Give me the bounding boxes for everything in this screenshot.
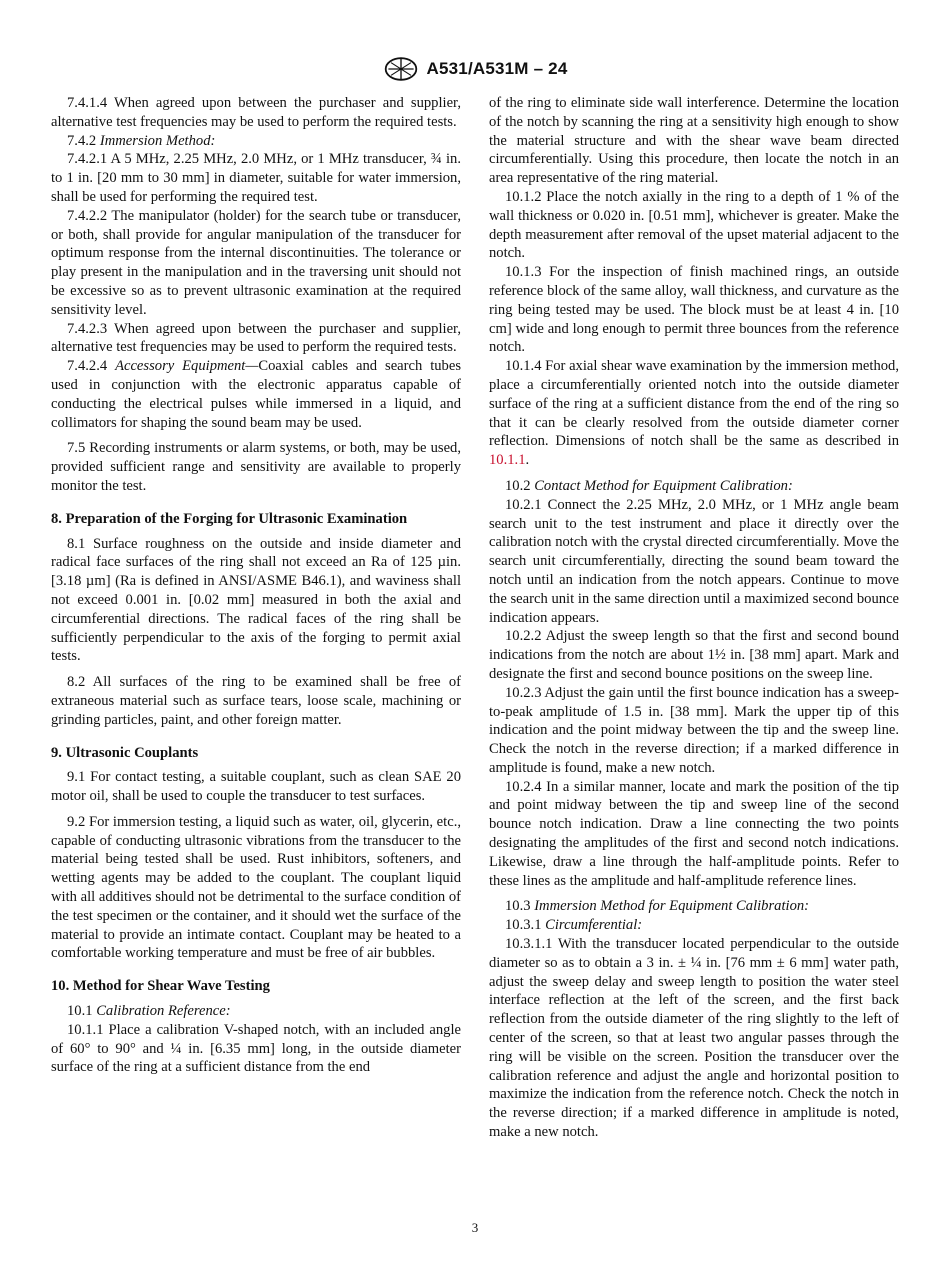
paragraph: 7.4.2.3 When agreed upon between the purchaser and supplier, alternative test frequencies may be used to perform the required tests.: [51, 320, 461, 356]
paragraph: 7.5 Recording instruments or alarm systems, or both, may be used, provided sufficient range and sensitivity are available to properly monitor the test.: [51, 440, 461, 494]
document-designation: A531/A531M – 24: [426, 59, 568, 78]
section-heading: 10. Method for Shear Wave Testing: [51, 978, 270, 995]
paragraph: 7.4.2 Immersion Method:: [67, 132, 216, 149]
paragraph: 7.4.2.2 The manipulator (holder) for the search tube or transducer, or both, shall provide for angular manipulation of the transducer for optimum response from the internal discontinuities. The tolerance or play present in the manipulation and in the traversing unit should not be excessive so as to prevent ultrasonic examination at the required sensitivity level.: [51, 207, 461, 318]
paragraph: 10.2.1 Connect the 2.25 MHz, 2.0 MHz, or 1 MHz angle beam search unit to the test instrument and place it directly over the calibration notch with the crystal directed circumferentially. Move the search unit circumferentially, directing the sound beam toward the notch until an indication from the notch appears. Continue to move the search unit in the same direction until a maximized second bounce indication appears.: [489, 496, 899, 626]
paragraph: 10.1.3 For the inspection of finish machined rings, an outside reference block of the same alloy, wall thickness, and curvature as the ring being tested may be used. The block must be at least 4 in. [10 cm] wide and long enough to permit three bounces from the reference notch.: [489, 264, 899, 356]
paragraph: 7.4.2.1 A 5 MHz, 2.25 MHz, 2.0 MHz, or 1 MHz transducer, ¾ in. to 1 in. [20 mm to 30 mm] in diameter, suitable for water immersion, shall be used for performing the required test.: [51, 151, 461, 205]
right-column: [489, 94, 899, 1142]
astm-logo-icon: [383, 56, 419, 82]
left-column: [51, 94, 461, 1077]
paragraph: 10.3 Immersion Method for Equipment Calibration:: [505, 898, 810, 915]
section-reference-link[interactable]: 10.1.1: [489, 452, 526, 469]
paragraph: 9.1 For contact testing, a suitable couplant, such as clean SAE 20 motor oil, shall be used to couple the transducer to test surfaces.: [51, 769, 461, 805]
paragraph: of the ring to eliminate side wall interference. Determine the location of the notch by scanning the ring at a sensitivity high enough to show the material structure and with the shear wave beam directed circumferentially. Using this procedure, then locate the notch in an area representative of the ring material.: [489, 95, 899, 187]
paragraph: 8.1 Surface roughness on the outside and inside diameter and radical face surfaces of the ring shall not exceed an Ra of 125 µin. [3.18 µm] (Ra is defined in ANSI/ASME B46.1), and waviness shall not exceed 0.001 in. [0.02 mm] measured in both the axial and circumferential directions. The radical faces of the ring shall be sufficiently perpendicular to the axis of the forging to permit axial tests.: [51, 535, 461, 665]
page-header: [0, 56, 950, 84]
paragraph: 10.2.3 Adjust the gain until the first bounce indication has a sweep-to-peak amplitude of 1.5 in. [38 mm]. Mark the upper tip of this indication and the point midway between the tip and the sweep line. Check the notch in the reverse direction; if a marked difference in amplitude is found, make a new notch.: [489, 684, 899, 776]
paragraph: 10.3.1.1 With the transducer located perpendicular to the outside diameter so as to obtain a 3 in. ± ¼ in. [76 mm ± 6 mm] water path, adjust the sweep delay and sweep length to position the water steel interface reflection at the left of the screen, and the first back reflection from the outside diameter of the ring slightly to the left of center of the screen, so that at least two angular passes through the ring will be visible on the screen. Position the transducer over the calibration reference and adjust the angle and horizontal position to maximize the indication from the reference notch. Check the notch in the reverse direction; if a marked difference in amplitude is noted, make a new notch.: [489, 936, 899, 1141]
paragraph: 10.1.1 Place a calibration V-shaped notch, with an included angle of 60° to 90° and ¼ in. [6.35 mm] long, in the outside diameter surface of the ring at a sufficient distance from the end: [51, 1021, 461, 1076]
paragraph: 10.1.2 Place the notch axially in the ring to a depth of 1 % of the wall thickness or 0.020 in. [0.51 mm], whichever is greater. Make the depth measurement after removal of the upset material adjacent to the notch.: [489, 188, 899, 262]
paragraph: 10.2.4 In a similar manner, locate and mark the position of the tip and point midway between the tip and sweep line of the second bounce notch indication. Draw a line connecting the two points designating the amplitudes of the first and second notch indications. Likewise, draw a line through the half-amplitude points. Refer to these lines as the amplitude and half-amplitude reference lines.: [489, 778, 899, 889]
paragraph: 10.3.1 Circumferential:: [505, 917, 643, 934]
section-heading: 8. Preparation of the Forging for Ultrasonic Examination: [51, 510, 408, 527]
paragraph: 7.4.1.4 When agreed upon between the purchaser and supplier, alternative test frequencies may be used to perform the required tests.: [51, 95, 461, 130]
paragraph: 10.2.2 Adjust the sweep length so that the first and second bound indications from the notch are about 1½ in. [38 mm] apart. Mark and designate the first and second bounce positions on the sweep line.: [489, 628, 899, 682]
paragraph: 8.2 All surfaces of the ring to be examined shall be free of extraneous material such as surface tears, loose scale, machining or grinding particles, paint, and other foreign matter.: [51, 674, 461, 728]
paragraph: 9.2 For immersion testing, a liquid such as water, oil, glycerin, etc., capable of conducting ultrasonic vibrations from the transducer to the material being tested shall be used. Rust inhibitors, softeners, and wetting agents may be added to the couplant. The couplant liquid with all additives should not be detrimental to the surface condition of the test specimen or the container, and it should wet the surface of the material to provide an intimate contact. Couplant may be heated to a comfortable working temperature and must be free of air bubbles.: [51, 813, 461, 962]
paragraph: 7.4.2.4 Accessory Equipment—Coaxial cables and search tubes used in conjunction with the electronic apparatus capable of conducting the electrical pulses while immersed in a liquid, and collimators for shaping the sound beam may be used.: [51, 358, 462, 431]
paragraph: 10.1 Calibration Reference:: [67, 1003, 231, 1020]
page-number: 3: [471, 1220, 479, 1235]
paragraph: 10.1.4 For axial shear wave examination by the immersion method, place a circumferentially oriented notch into the outside diameter surface of the ring at a sufficient distance from the end of the ring so that it can be clearly resolved from the outside diameter corner reflection. Dimensions of notch shall be the same as described in 10.1.1.: [489, 358, 899, 469]
section-heading: 9. Ultrasonic Couplants: [51, 744, 199, 761]
paragraph: 10.2 Contact Method for Equipment Calibration:: [505, 477, 793, 494]
